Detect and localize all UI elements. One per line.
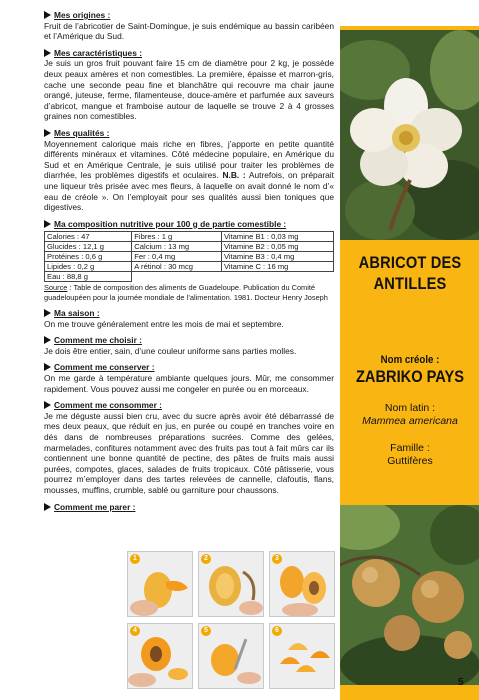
step-number: 3: [272, 554, 282, 564]
triangle-bullet-icon: [44, 363, 51, 371]
section-title: Comment me choisir :: [44, 335, 334, 346]
section-text: Je suis un gros fruit pouvant faire 15 cm de diamètre pour 2 kg, je possède deux peaux amères et non comestibles. La première, épaisse et marron-gris, cache une seconde peau fine et blanchâtre qui recouvre ma chair jaune orangé, juteuse, ferme, filamenteuse, douce-amère et parfumée aux saveurs d’abricot, mangue et framboise autour de laquelle se trouve 2 à 4 grosses graines non comestibles.: [44, 58, 334, 122]
triangle-bullet-icon: [44, 11, 51, 19]
latin-name: Mammea americana: [362, 415, 458, 427]
triangle-bullet-icon: [44, 220, 51, 228]
section-origines: [44, 10, 334, 42]
section-consommer: [44, 400, 334, 495]
table-cell: Lipides : 0,2 g: [45, 262, 132, 272]
section-text: Fruit de l’abricotier de Saint-Domingue, je suis endémique au bassin caribéen et l’Amérique du Sud.: [44, 20, 334, 42]
table-cell: Fer : 0,4 mg: [132, 252, 222, 262]
section-title: Mes caractéristiques :: [44, 48, 334, 59]
step-number: 6: [272, 626, 282, 636]
step-number: 2: [201, 554, 211, 564]
section-conserver: [44, 362, 334, 394]
section-title: Mes qualités :: [44, 128, 334, 139]
table-cell: Vitamine B1 : 0,03 mg: [221, 232, 333, 242]
step-number: 1: [130, 554, 140, 564]
table-cell: A rétinol : 30 mcg: [132, 262, 222, 272]
step-photo-6: [269, 623, 335, 689]
table-cell: Calories : 47: [45, 232, 132, 242]
section-title: Comment me consommer :: [44, 400, 334, 411]
section-text: Moyennement calorique mais riche en fibres, j’apporte en petite quantité différents minéraux et vitamines. Côté médecine populaire, en Amérique du Sud et en Amérique Centrale, je suis utilisé pour traiter les problèmes de diarrhée, les problèmes digestifs et oculaires. N.B. : Autrefois, on préparait une liqueur très prisée avec mes fleurs, à laquelle on avait donné le nom d’« eau de créole ». On l’employait pour ses qualités aussi bien toniques que digestives.: [44, 138, 334, 213]
triangle-bullet-icon: [44, 503, 51, 511]
section-title: Mes origines :: [44, 10, 334, 21]
table-cell: [132, 272, 222, 282]
triangle-bullet-icon: [44, 336, 51, 344]
section-parer: [44, 502, 334, 513]
step-number: 4: [130, 626, 140, 636]
table-cell: Vitamine C : 16 mg: [221, 262, 333, 272]
table-cell: Protéines : 0,6 g: [45, 252, 132, 262]
step-photo-3: [269, 551, 335, 617]
section-title: Ma saison :: [44, 308, 334, 319]
fruit-title-line2: ANTILLES: [373, 274, 447, 293]
triangle-bullet-icon: [44, 309, 51, 317]
family-name: Guttifères: [387, 455, 433, 467]
section-composition: [44, 219, 334, 302]
section-choisir: [44, 335, 334, 356]
table-row: [45, 262, 334, 272]
article-body: [44, 10, 334, 518]
section-qualites: [44, 128, 334, 213]
table-cell: Vitamine B3 : 0,4 mg: [221, 252, 333, 262]
section-caracteristiques: [44, 48, 334, 122]
section-title: Comment me parer :: [44, 502, 334, 513]
latin-label: Nom latin :: [384, 402, 436, 414]
flower-image: [340, 30, 479, 240]
step-photo-4: [127, 623, 193, 689]
fruit-title-line1: ABRICOT DES: [358, 253, 462, 272]
table-cell: Calcium : 13 mg: [132, 242, 222, 252]
triangle-bullet-icon: [44, 129, 51, 137]
sidebar-title-block: [345, 252, 475, 468]
step-photo-1: [127, 551, 193, 617]
section-text: On me trouve généralement entre les mois de mai et septembre.: [44, 318, 284, 329]
creole-name: ZABRIKO PAYS: [355, 367, 465, 386]
section-saison: [44, 308, 334, 329]
step-photo-5: [198, 623, 264, 689]
fruit-photo: [340, 505, 479, 685]
table-row: [45, 272, 334, 282]
flower-photo: [340, 30, 479, 240]
triangle-bullet-icon: [44, 401, 51, 409]
step-photo-2: [198, 551, 264, 617]
section-text: On me garde à température ambiante quelques jours. Mûr, me consommer rapidement. Vous pouvez aussi me congeler en purée ou en morceaux.: [44, 373, 334, 394]
preparation-steps: [127, 551, 337, 700]
table-cell: Glucides : 12,1 g: [45, 242, 132, 252]
table-row: [45, 252, 334, 262]
table-cell: [221, 272, 333, 282]
page-number: 5: [458, 677, 464, 688]
table-cell: Vitamine B2 : 0,05 mg: [221, 242, 333, 252]
step-number: 5: [201, 626, 211, 636]
section-text: Je me déguste aussi bien cru, avec du sucre après avoir été débarrassé de mes deux peaux, que réduit en jus, en purée ou coupé en tranches voire en dés dans de nombreuses préparations sucrées. Comme des gelées, marmelades, confitures notamment avec des fruits pas tout à fait mûrs car ils contiennent une bonne quantité de pectine, des pâtes de fruits mais aussi purées, compotes, glaces, salades de fruits tropicaux. Côté pâtisserie, vous pourrez m’employer dans des tartes relevées de cannelle, clafoutis, flans, mousses, muffins, crumble, sablé ou garniture pour chaussons.: [44, 410, 334, 495]
table-cell: Fibres : 1 g: [132, 232, 222, 242]
section-title: Comment me conserver :: [44, 362, 334, 373]
nb-label: N.B. :: [222, 170, 246, 181]
family-label: Famille :: [390, 442, 430, 454]
table-cell: Eau : 88,8 g: [45, 272, 132, 282]
creole-label: Nom créole :: [380, 354, 440, 366]
triangle-bullet-icon: [44, 49, 51, 57]
section-text: Je dois être entier, sain, d’une couleur uniforme sans parties molles.: [44, 345, 297, 356]
section-title: Ma composition nutritive pour 100 g de partie comestible :: [44, 219, 334, 230]
source-note: Source : Table de composition des aliments de Guadeloupe. Publication du Comité guadeloupéen pour la journée mondiale de l’alimentation. 1981. Docteur Henry Joseph: [44, 283, 328, 302]
table-row: [45, 242, 334, 252]
fruit-tree-image: [340, 505, 479, 685]
table-row: [45, 232, 334, 242]
nutrition-table: [44, 231, 334, 282]
